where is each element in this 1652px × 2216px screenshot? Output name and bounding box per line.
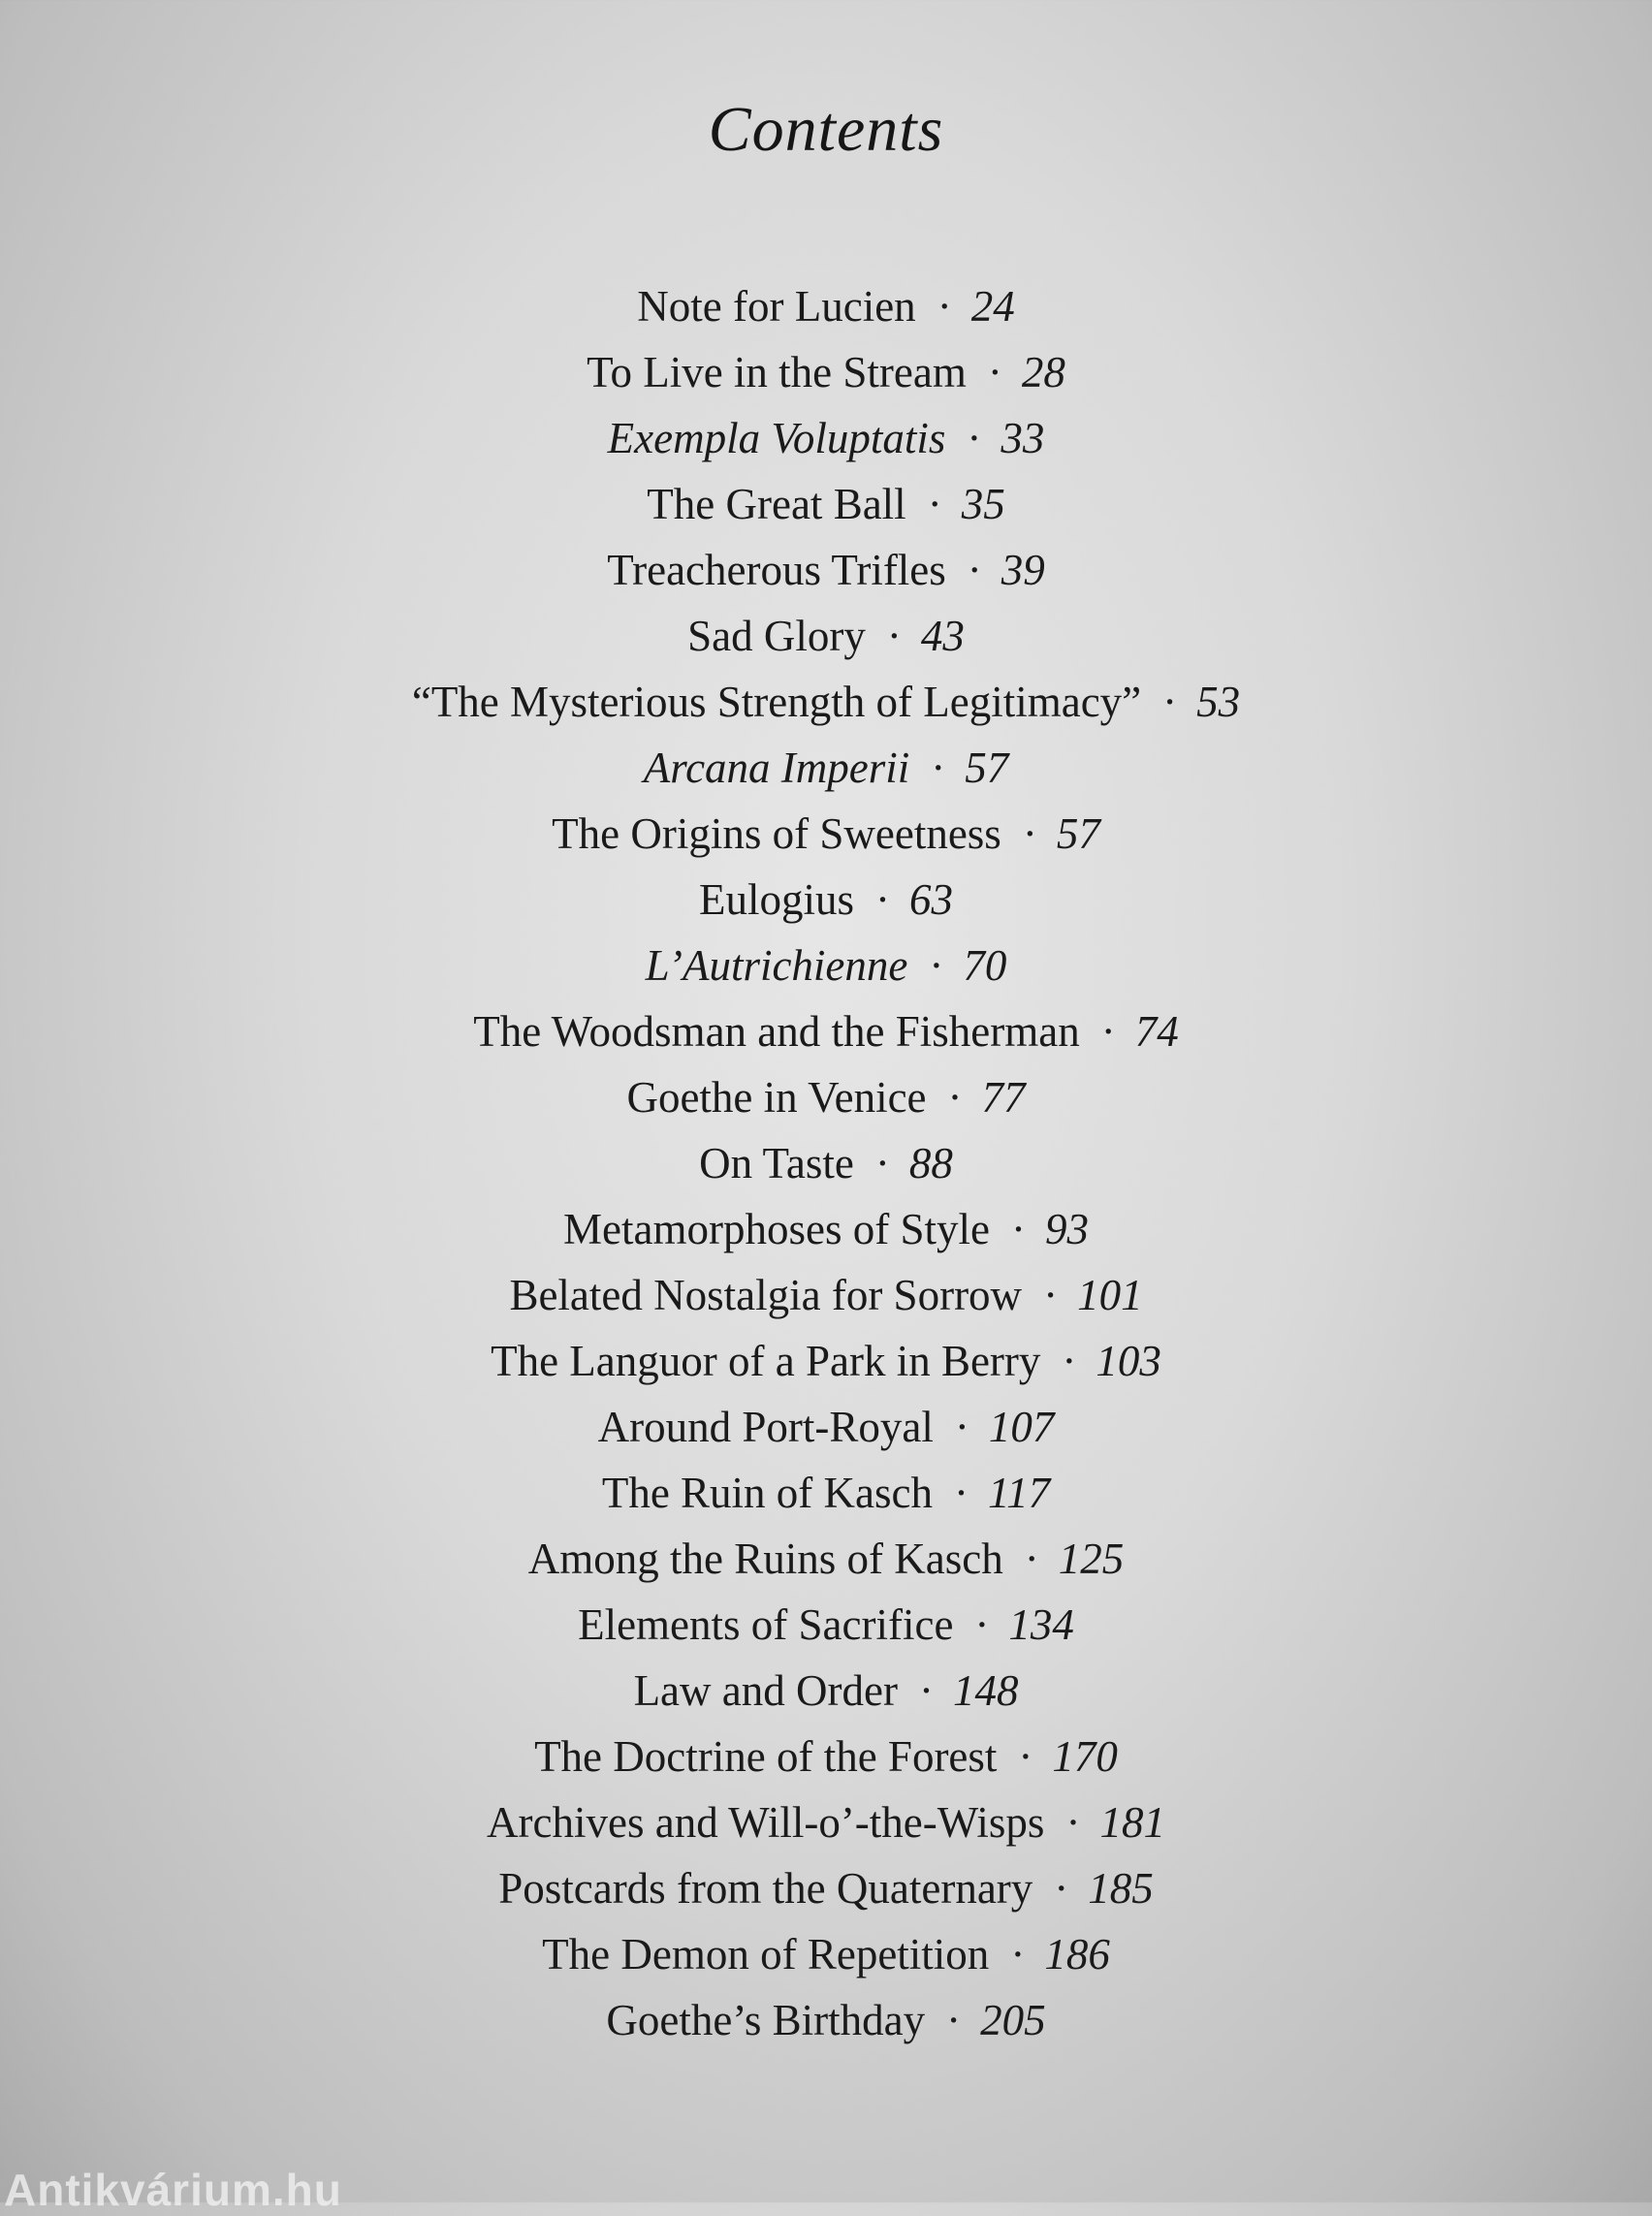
entry-title: Among the Ruins of Kasch bbox=[527, 1535, 1003, 1583]
entry-page-number: 77 bbox=[981, 1073, 1026, 1122]
entry-separator: · bbox=[1022, 809, 1037, 858]
toc-entry-9 bbox=[0, 801, 1652, 867]
entry-title: Goethe’s Birthday bbox=[606, 1996, 926, 2044]
toc-entry-17 bbox=[0, 1328, 1652, 1394]
toc-entry-16 bbox=[0, 1262, 1652, 1328]
entry-page-number: 186 bbox=[1044, 1930, 1110, 1979]
entry-page-number: 53 bbox=[1196, 678, 1241, 726]
entry-title: The Ruin of Kasch bbox=[601, 1469, 933, 1517]
entry-page-number: 134 bbox=[1008, 1600, 1074, 1649]
toc-entry-8 bbox=[0, 735, 1652, 801]
entry-separator: · bbox=[1010, 1930, 1026, 1979]
toc-entry-24 bbox=[0, 1789, 1652, 1855]
entry-separator: · bbox=[927, 480, 942, 528]
toc-entry-3 bbox=[0, 405, 1652, 471]
entry-separator: · bbox=[1065, 1798, 1081, 1847]
entry-separator: · bbox=[918, 1666, 934, 1715]
entry-title: Postcards from the Quaternary bbox=[498, 1864, 1033, 1913]
entry-page-number: 181 bbox=[1099, 1798, 1165, 1847]
entry-title: Arcana Imperii bbox=[643, 744, 910, 792]
entry-title: Treacherous Trifles bbox=[607, 546, 946, 594]
contents-list bbox=[0, 273, 1652, 2053]
entry-separator: · bbox=[1062, 1337, 1077, 1385]
entry-separator: · bbox=[875, 875, 890, 924]
entry-title: Note for Lucien bbox=[637, 282, 916, 331]
entry-page-number: 125 bbox=[1058, 1535, 1125, 1583]
entry-separator: · bbox=[874, 1139, 890, 1187]
toc-entry-13 bbox=[0, 1064, 1652, 1130]
toc-entry-5 bbox=[0, 537, 1652, 603]
entry-separator: · bbox=[1024, 1535, 1039, 1583]
entry-page-number: 107 bbox=[988, 1403, 1055, 1451]
entry-title: The Great Ball bbox=[647, 480, 906, 528]
toc-entry-7 bbox=[0, 669, 1652, 735]
entry-page-number: 88 bbox=[908, 1139, 953, 1187]
toc-entry-12 bbox=[0, 998, 1652, 1064]
entry-title: The Origins of Sweetness bbox=[552, 809, 1001, 858]
entry-separator: · bbox=[947, 1073, 963, 1122]
toc-entry-4 bbox=[0, 471, 1652, 537]
entry-page-number: 57 bbox=[1056, 809, 1100, 858]
entry-separator: · bbox=[946, 1996, 962, 2044]
entry-page-number: 39 bbox=[1001, 546, 1045, 594]
toc-entry-18 bbox=[0, 1394, 1652, 1460]
entry-page-number: 185 bbox=[1088, 1864, 1154, 1913]
toc-entry-23 bbox=[0, 1724, 1652, 1789]
entry-page-number: 35 bbox=[961, 480, 1005, 528]
entry-separator: · bbox=[967, 546, 982, 594]
page-title: Contents bbox=[708, 94, 944, 165]
entry-page-number: 28 bbox=[1021, 348, 1065, 396]
entry-separator: · bbox=[1054, 1864, 1069, 1913]
entry-separator: · bbox=[1162, 678, 1178, 726]
entry-separator: · bbox=[1043, 1271, 1059, 1319]
entry-title: Belated Nostalgia for Sorrow bbox=[509, 1271, 1023, 1319]
entry-page-number: 205 bbox=[980, 1996, 1046, 2044]
entry-separator: · bbox=[931, 744, 946, 792]
toc-entry-27 bbox=[0, 1987, 1652, 2053]
entry-title: The Demon of Repetition bbox=[542, 1930, 990, 1979]
entry-title: Goethe in Venice bbox=[626, 1073, 927, 1122]
toc-entry-21 bbox=[0, 1592, 1652, 1658]
entry-page-number: 101 bbox=[1077, 1271, 1143, 1319]
toc-entry-19 bbox=[0, 1460, 1652, 1526]
watermark-text: Antikvárium.hu bbox=[4, 2165, 342, 2215]
entry-title: Law and Order bbox=[633, 1666, 898, 1715]
entry-page-number: 148 bbox=[952, 1666, 1019, 1715]
toc-entry-14 bbox=[0, 1130, 1652, 1196]
toc-entry-2 bbox=[0, 339, 1652, 405]
entry-title: L’Autrichienne bbox=[645, 941, 908, 990]
entry-title: To Live in the Stream bbox=[587, 348, 967, 396]
toc-entry-6 bbox=[0, 603, 1652, 669]
entry-separator: · bbox=[1010, 1205, 1026, 1253]
entry-page-number: 93 bbox=[1044, 1205, 1089, 1253]
entry-page-number: 117 bbox=[988, 1469, 1051, 1517]
entry-title: Around Port-Royal bbox=[597, 1403, 934, 1451]
entry-title: The Woodsman and the Fisherman bbox=[473, 1007, 1080, 1056]
toc-entry-20 bbox=[0, 1526, 1652, 1592]
entry-separator: · bbox=[1018, 1732, 1033, 1781]
entry-title: On Taste bbox=[699, 1139, 854, 1187]
toc-entry-26 bbox=[0, 1921, 1652, 1987]
entry-page-number: 57 bbox=[965, 744, 1009, 792]
entry-separator: · bbox=[974, 1600, 990, 1649]
toc-entry-10 bbox=[0, 867, 1652, 933]
toc-entry-15 bbox=[0, 1196, 1652, 1262]
entry-separator: · bbox=[929, 941, 944, 990]
entry-title: Eulogius bbox=[698, 875, 854, 924]
toc-entry-1 bbox=[0, 273, 1652, 339]
entry-title: The Doctrine of the Forest bbox=[534, 1732, 998, 1781]
entry-page-number: 33 bbox=[1001, 414, 1045, 462]
entry-separator: · bbox=[937, 282, 952, 331]
entry-separator: · bbox=[967, 414, 982, 462]
toc-entry-11 bbox=[0, 933, 1652, 998]
entry-page-number: 170 bbox=[1052, 1732, 1118, 1781]
entry-title: The Languor of a Park in Berry bbox=[491, 1337, 1041, 1385]
entry-title: Archives and Will-o’-the-Wisps bbox=[487, 1798, 1045, 1847]
entry-separator: · bbox=[886, 612, 902, 660]
entry-title: Sad Glory bbox=[687, 612, 866, 660]
toc-entry-22 bbox=[0, 1658, 1652, 1724]
entry-page-number: 24 bbox=[970, 282, 1015, 331]
entry-page-number: 63 bbox=[909, 875, 953, 924]
entry-title: Elements of Sacrifice bbox=[578, 1600, 954, 1649]
entry-title: Exempla Voluptatis bbox=[607, 414, 946, 462]
toc-entry-25 bbox=[0, 1855, 1652, 1921]
entry-page-number: 70 bbox=[963, 941, 1007, 990]
entry-separator: · bbox=[987, 348, 1002, 396]
entry-page-number: 103 bbox=[1096, 1337, 1161, 1385]
entry-title: Metamorphoses of Style bbox=[563, 1205, 990, 1253]
entry-page-number: 74 bbox=[1134, 1007, 1179, 1056]
entry-separator: · bbox=[954, 1403, 969, 1451]
entry-title: “The Mysterious Strength of Legitimacy” bbox=[411, 678, 1142, 726]
entry-separator: · bbox=[1100, 1007, 1116, 1056]
entry-separator: · bbox=[954, 1469, 969, 1517]
entry-page-number: 43 bbox=[920, 612, 965, 660]
